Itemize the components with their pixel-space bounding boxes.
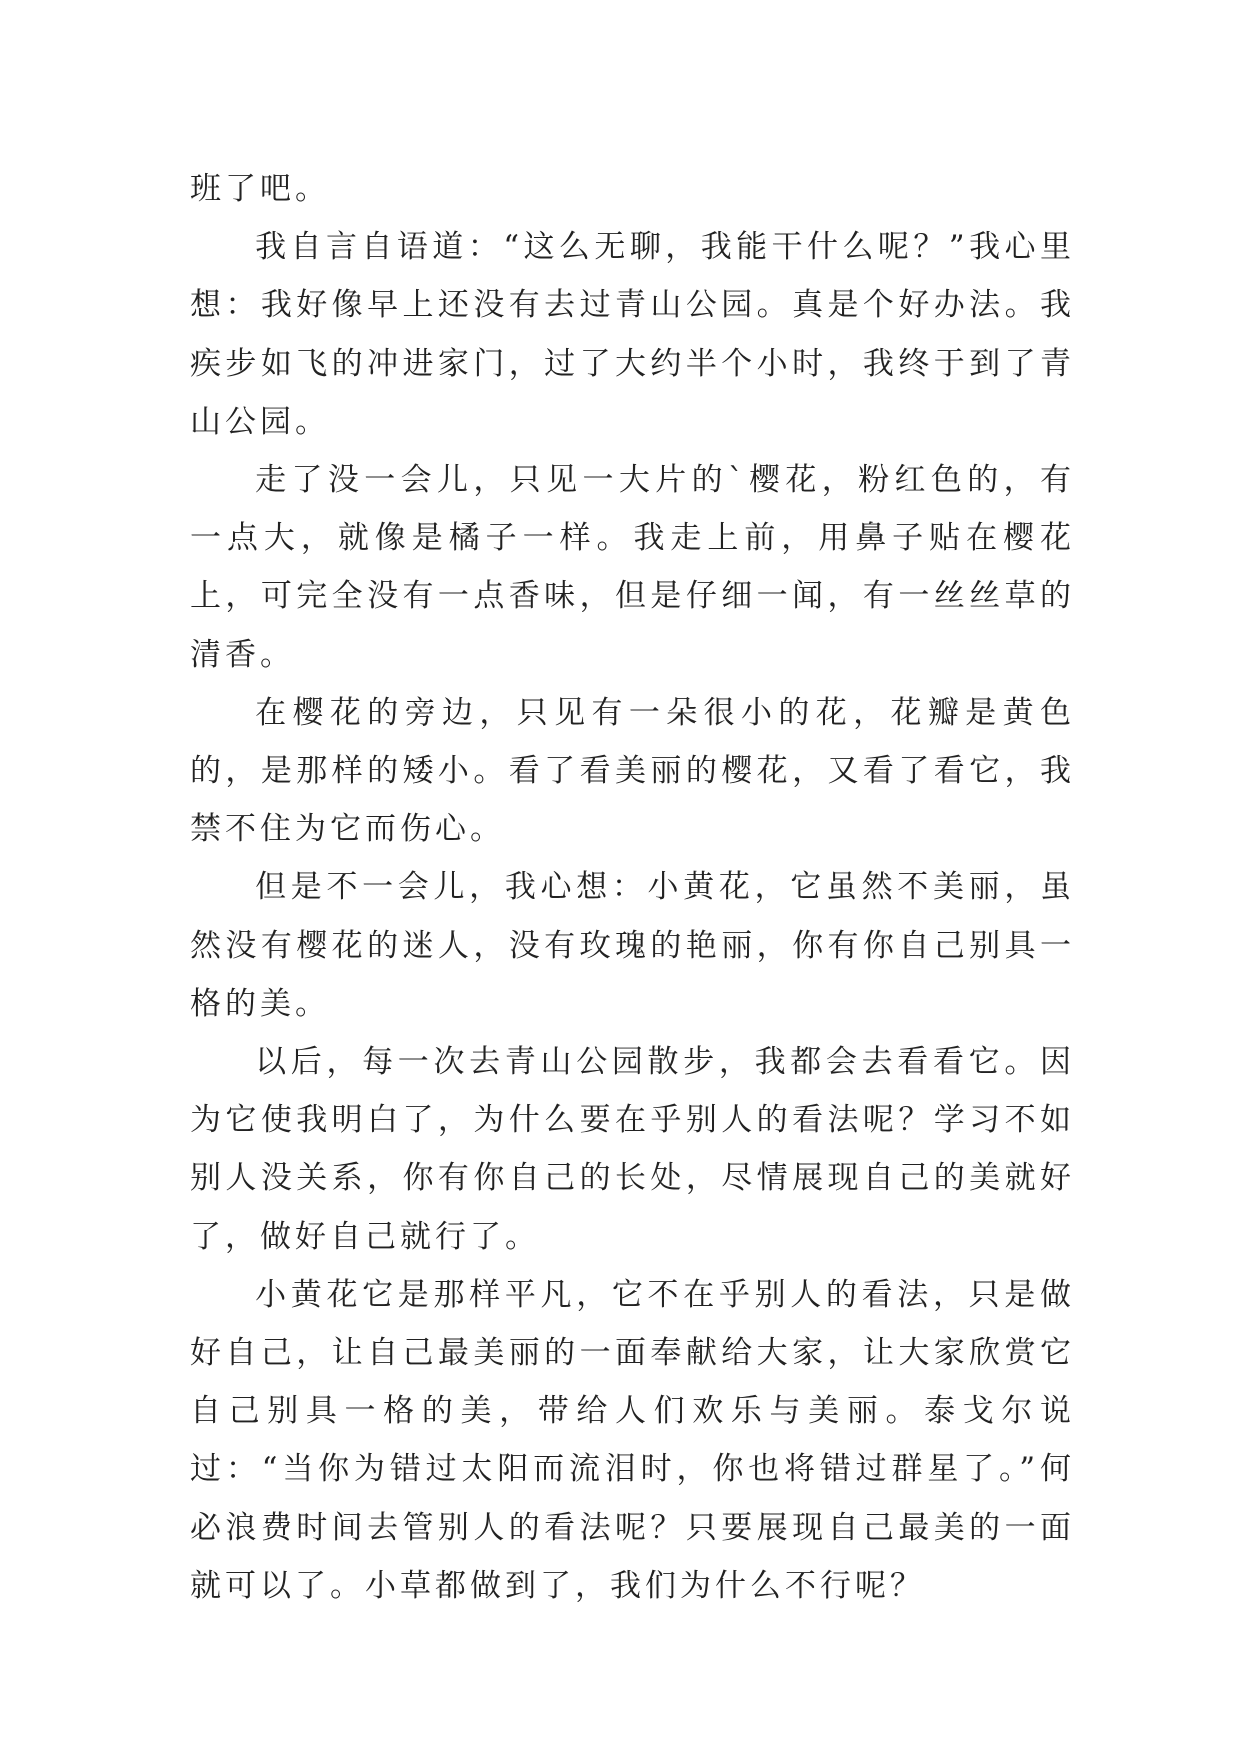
paragraph: 小黄花它是那样平凡，它不在乎别人的看法，只是做好自己，让自己最美丽的一面奉献给大家，让大家欣赏它自己别具一格的美，带给人们欢乐与美丽。泰戈尔说过：“当你为错过太阳而流泪时，你也将错过群星了。”何必浪费时间去管别人的看法呢？只要展现自己最美的一面就可以了。小草都做到了，我们为什么不行呢？ bbox=[190, 1276, 1075, 1604]
paragraph: 但是不一会儿，我心想：小黄花，它虽然不美丽，虽然没有樱花的迷人，没有玫瑰的艳丽，你有你自己别具一格的美。 bbox=[190, 869, 1075, 1022]
paragraph: 走了没一会儿，只见一大片的`樱花，粉红色的，有一点大，就像是橘子一样。我走上前，用鼻子贴在樱花上，可完全没有一点香味，但是仔细一闻，有一丝丝草的清香。 bbox=[190, 462, 1075, 673]
document-body bbox=[190, 160, 1075, 1615]
paragraph: 我自言自语道：“这么无聊，我能干什么呢？”我心里想：我好像早上还没有去过青山公园。真是个好办法。我疾步如飞的冲进家门，过了大约半个小时，我终于到了青山公园。 bbox=[190, 229, 1075, 440]
paragraph: 以后，每一次去青山公园散步，我都会去看看它。因为它使我明白了，为什么要在乎别人的看法呢？学习不如别人没关系，你有你自己的长处，尽情展现自己的美就好了，做好自己就行了。 bbox=[190, 1044, 1075, 1255]
paragraph-continuation: 班了吧。 bbox=[190, 171, 330, 207]
paragraph: 在樱花的旁边，只见有一朵很小的花，花瓣是黄色的，是那样的矮小。看了看美丽的樱花，又看了看它，我禁不住为它而伤心。 bbox=[190, 694, 1075, 848]
